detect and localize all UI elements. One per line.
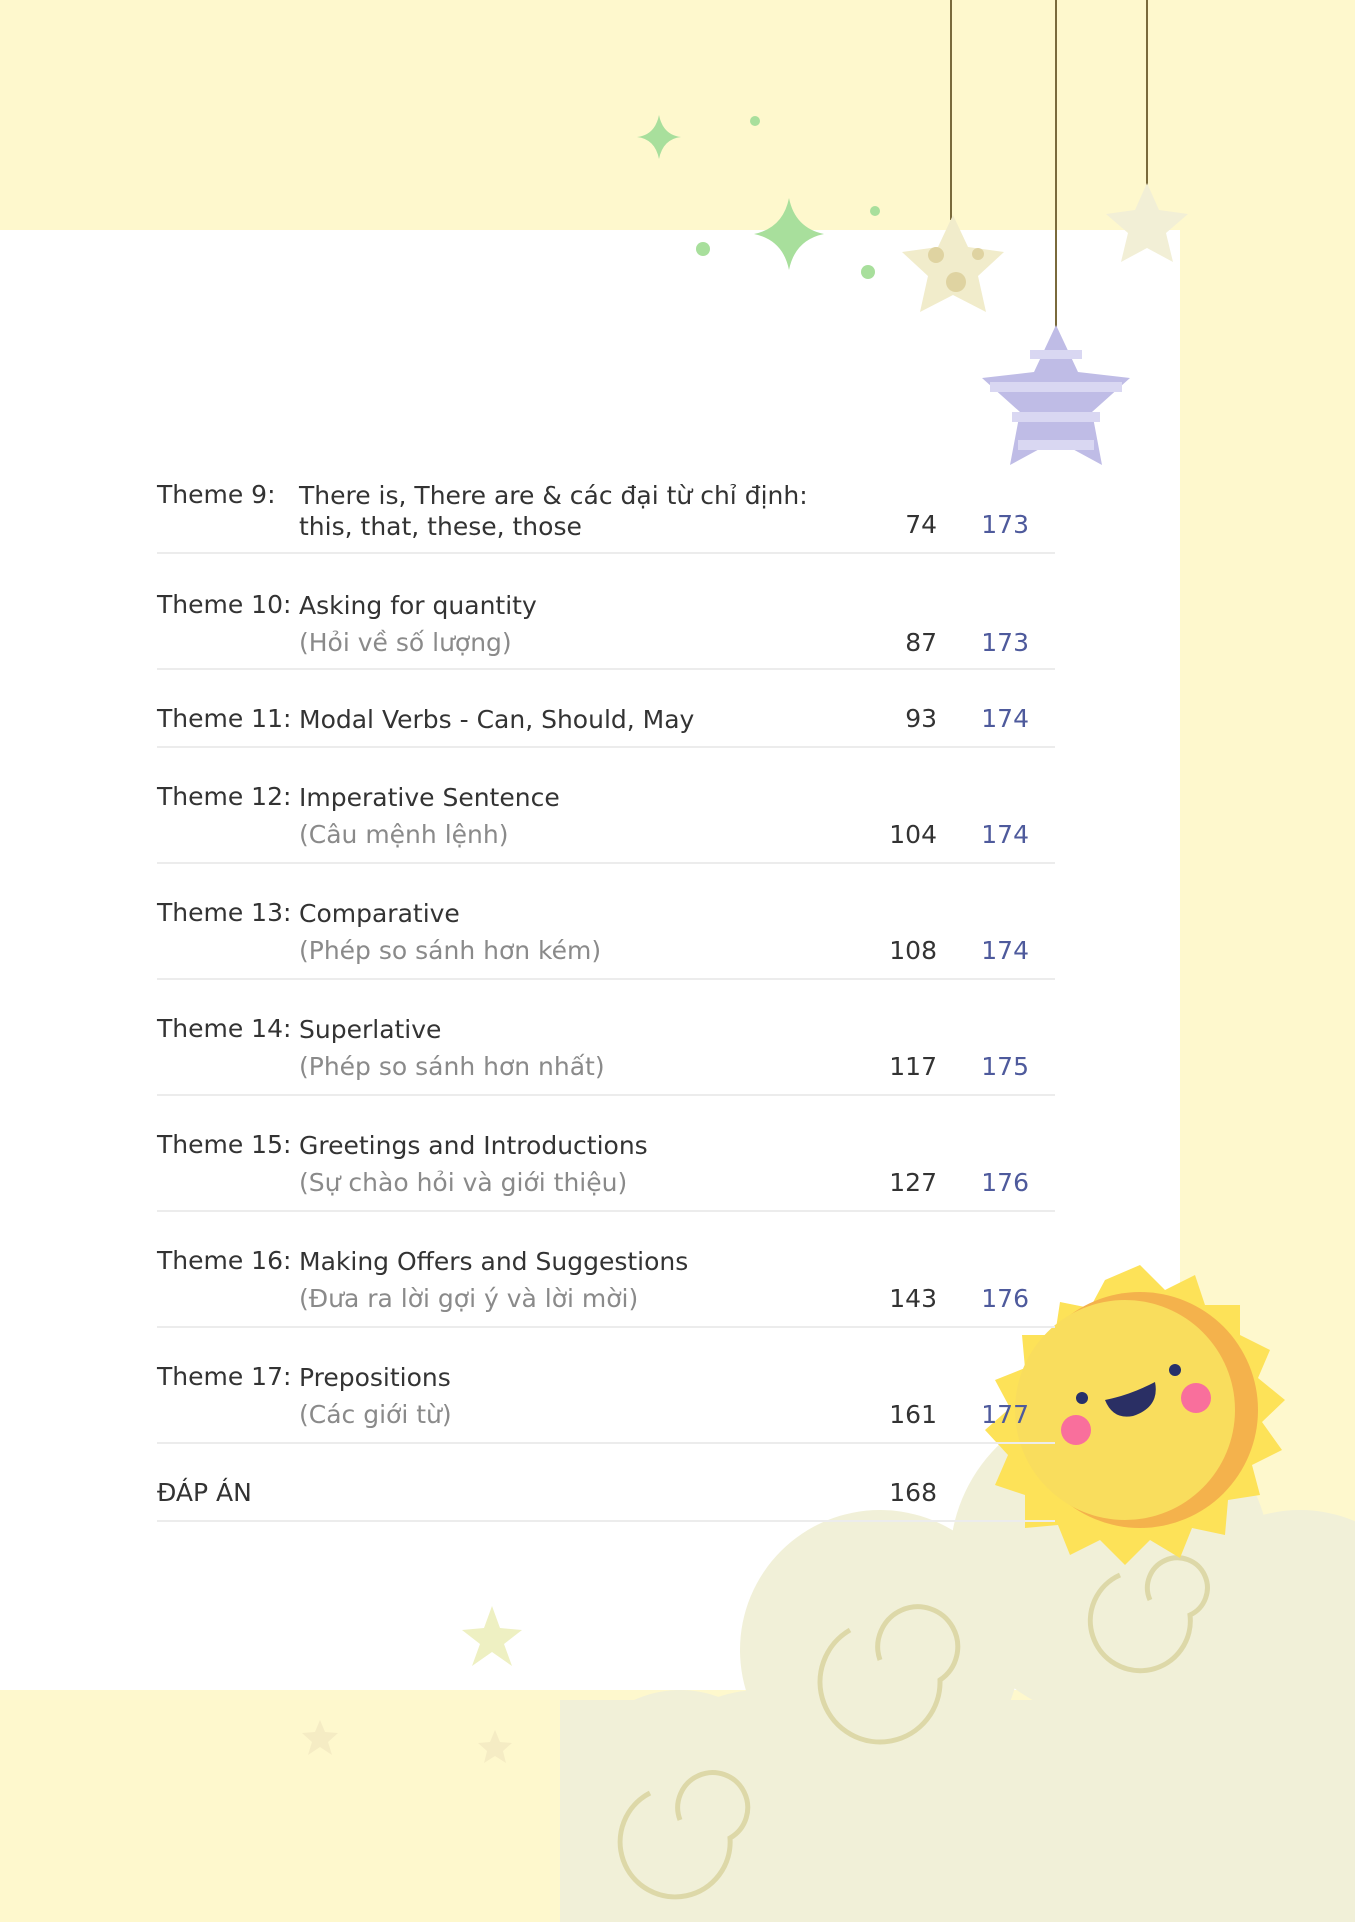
toc-row-theme-17[interactable] — [157, 1328, 1055, 1444]
toc-row-theme-15[interactable] — [157, 1096, 1055, 1212]
toc-row-answers[interactable] — [157, 1444, 1055, 1522]
table-of-contents — [157, 470, 1055, 1522]
theme-subtitle: (Sự chào hỏi và giới thiệu) — [299, 1168, 628, 1197]
toc-row-theme-11[interactable] — [157, 670, 1055, 748]
answer-page-number: 176 — [981, 1284, 1029, 1313]
answer-page-number: 176 — [981, 1168, 1029, 1197]
theme-title: Greetings and Introductions — [299, 1131, 648, 1160]
answer-page-number: 174 — [981, 936, 1029, 965]
theme-subtitle: (Các giới từ) — [299, 1400, 452, 1429]
answers-label: ĐÁP ÁN — [157, 1478, 252, 1507]
hanging-strings — [951, 0, 1147, 330]
toc-row-theme-9[interactable] — [157, 470, 1055, 554]
theme-subtitle: (Hỏi về số lượng) — [299, 628, 512, 657]
toc-row-theme-14[interactable] — [157, 980, 1055, 1096]
page-number: 104 — [889, 820, 937, 849]
answer-page-number: 173 — [981, 628, 1029, 657]
page-number: 168 — [889, 1478, 937, 1507]
theme-title: Modal Verbs - Can, Should, May — [299, 705, 695, 734]
page-number: 127 — [889, 1168, 937, 1197]
theme-label: Theme 11: — [157, 704, 292, 733]
theme-title: Asking for quantity — [299, 591, 537, 620]
answer-page-number: 177 — [981, 1400, 1029, 1429]
theme-title: Superlative — [299, 1015, 442, 1044]
theme-title: There is, There are & các đại từ chỉ định: this, that, these, those — [299, 481, 808, 541]
faint-stars — [302, 1606, 522, 1763]
hanging-star-purple — [982, 325, 1130, 465]
theme-label: Theme 13: — [157, 898, 292, 927]
page-number: 117 — [889, 1052, 937, 1081]
answer-page-number: 174 — [981, 704, 1029, 733]
toc-row-theme-10[interactable] — [157, 554, 1055, 670]
theme-label: Theme 17: — [157, 1362, 292, 1391]
theme-label: Theme 14: — [157, 1014, 292, 1043]
answer-page-number: 174 — [981, 820, 1029, 849]
theme-label: Theme 12: — [157, 782, 292, 811]
answer-page-number: 173 — [981, 510, 1029, 539]
theme-label: Theme 16: — [157, 1246, 292, 1275]
hanging-star-cream — [902, 215, 1004, 312]
theme-subtitle: (Phép so sánh hơn nhất) — [299, 1052, 605, 1081]
theme-label: Theme 9: — [157, 480, 276, 509]
theme-subtitle: (Đưa ra lời gợi ý và lời mời) — [299, 1284, 639, 1313]
green-sparkles — [637, 115, 880, 279]
theme-title: Prepositions — [299, 1363, 451, 1392]
theme-title: Comparative — [299, 899, 460, 928]
theme-label: Theme 10: — [157, 590, 292, 619]
page-number: 143 — [889, 1284, 937, 1313]
page-number: 161 — [889, 1400, 937, 1429]
theme-title: Imperative Sentence — [299, 783, 560, 812]
answer-page-number: 175 — [981, 1052, 1029, 1081]
page-number: 74 — [905, 510, 937, 539]
toc-row-theme-13[interactable] — [157, 864, 1055, 980]
page-number: 108 — [889, 936, 937, 965]
page-number: 87 — [905, 628, 937, 657]
hanging-star-small — [1106, 183, 1188, 262]
toc-row-theme-12[interactable] — [157, 748, 1055, 864]
page-number: 93 — [905, 704, 937, 733]
theme-subtitle: (Câu mệnh lệnh) — [299, 820, 509, 849]
theme-title: Making Offers and Suggestions — [299, 1247, 689, 1276]
theme-label: Theme 15: — [157, 1130, 292, 1159]
theme-subtitle: (Phép so sánh hơn kém) — [299, 936, 602, 965]
toc-row-theme-16[interactable] — [157, 1212, 1055, 1328]
